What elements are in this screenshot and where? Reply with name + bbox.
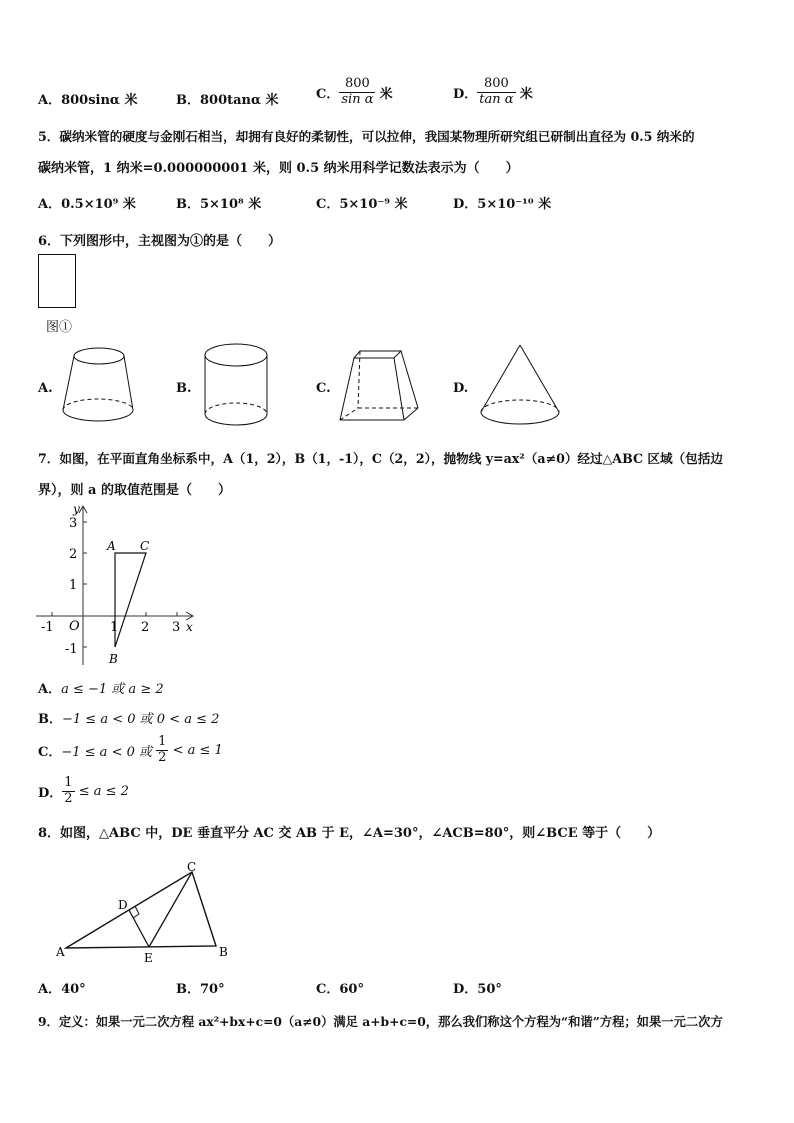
x-tick-label: -1: [41, 620, 54, 635]
q5-option-a: A．0.5×10⁹ 米: [38, 197, 136, 212]
q5-stem-line1: 5．碳纳米管的硬度与金刚石相当，却拥有良好的柔韧性，可以拉伸，我国某物理所研究组已研制出直径为 0.5 纳米的: [38, 129, 695, 144]
q7-option-a-label: A．: [38, 682, 62, 697]
q6-option-b-cylinder-figure: [202, 342, 272, 430]
segment-ce: [149, 872, 192, 947]
q7-stem-line2: 界），则 a 的取值范围是（ ）: [38, 483, 231, 498]
q8-option-c: C．60°: [316, 982, 364, 997]
q5-option-d: D．5×10⁻¹⁰ 米: [453, 197, 552, 212]
q7-option-c-post: < a ≤ 1: [172, 742, 223, 758]
q7-option-d-post: ≤ a ≤ 2: [78, 783, 129, 799]
q7-option-d-den: 2: [64, 790, 73, 806]
q6-option-a-label: A.: [38, 381, 53, 396]
q4-option-c-unit: 米: [379, 86, 393, 102]
q7-option-c: [38, 735, 223, 766]
point-a-label: A: [107, 539, 116, 553]
vertex-b-label: B: [219, 945, 228, 959]
x-tick-label: 3: [172, 620, 181, 635]
q7-option-a: [38, 678, 164, 697]
q5-stem-line2: 碳纳米管，1 纳米=0.000000001 米，则 0.5 纳米用科学记数法表示为（ ）: [38, 161, 519, 176]
triangle-abc: [66, 872, 216, 948]
x-axis-label: x: [186, 620, 193, 634]
point-e-label: E: [144, 951, 153, 965]
q4-option-d-unit: 米: [519, 86, 533, 102]
q6-option-c-prism-frustum-figure: [336, 346, 422, 426]
q7-option-c-pre: −1 ≤ a < 0 或: [61, 744, 152, 760]
q7-option-d-num: 1: [64, 775, 73, 790]
q9-stem-line1: 9．定义：如果一元二次方程 ax²+bx+c=0（a≠0）满足 a+b+c=0，那么我们称这个方程为“和谐”方程；如果一元二次方: [38, 1014, 723, 1029]
q7-option-c-label: C．: [38, 744, 62, 760]
q4-option-b: B．800tanα 米: [176, 93, 279, 108]
q4-option-c: [316, 77, 393, 108]
y-axis-label: y: [73, 502, 80, 516]
q4-option-d-label: D．: [453, 86, 478, 102]
point-b-label: B: [109, 652, 118, 666]
q5-option-c: C．5×10⁻⁹ 米: [316, 197, 408, 212]
q7-option-c-den: 2: [158, 749, 167, 765]
q8-option-d: D．50°: [453, 982, 502, 997]
q8-stem: 8．如图，△ABC 中，DE 垂直平分 AC 交 AB 于 E，∠A=30°，∠ACB=80°，则∠BCE 等于（ ）: [38, 826, 661, 841]
y-tick-label: 3: [69, 516, 78, 531]
q6-figure-front-view: [38, 254, 76, 308]
vertex-a-label: A: [56, 945, 65, 959]
q7-option-c-num: 1: [158, 734, 167, 749]
q4-option-a: A．800sinα 米: [38, 93, 138, 108]
point-d-label: D: [118, 898, 128, 912]
x-tick-label: 2: [141, 620, 150, 635]
q8-option-b: B．70°: [176, 982, 225, 997]
origin-label: O: [69, 619, 80, 634]
q4-option-c-label: C．: [316, 86, 340, 102]
y-tick-label: 1: [69, 578, 78, 593]
q4-option-d-num: 800: [477, 77, 515, 93]
q7-stem-line1: 7．如图，在平面直角坐标系中，A（1，2），B（1，-1），C（2，2），抛物线 y=ax²（a≠0）经过△ABC 区域（包括边: [38, 451, 723, 466]
q7-option-b: [38, 708, 219, 727]
q6-stem: 6．下列图形中，主视图为①的是（ ）: [38, 234, 282, 249]
q7-option-d-label: D．: [38, 785, 63, 801]
x-tick-label: 1: [110, 620, 119, 635]
q7-option-d: [38, 776, 129, 807]
q6-option-b-label: B.: [176, 381, 192, 396]
q8-option-a: A．40°: [38, 982, 86, 997]
q7-coordinate-graph: [36, 500, 196, 670]
q6-figure-caption: 图①: [46, 320, 73, 335]
q4-option-c-den: sin α: [341, 91, 374, 107]
q7-option-b-label: B．: [38, 712, 62, 727]
q5-option-b: B．5×10⁸ 米: [176, 197, 262, 212]
y-tick-label: -1: [65, 642, 78, 657]
q7-option-b-text: −1 ≤ a < 0 或 0 < a ≤ 2: [62, 712, 220, 727]
point-c-label: C: [140, 539, 150, 553]
q4-option-c-num: 800: [339, 77, 375, 93]
y-tick-label: 2: [69, 547, 78, 562]
q4-option-d-den: tan α: [479, 91, 514, 107]
q6-option-d-cone-figure: [478, 342, 562, 428]
q6-option-c-label: C.: [316, 381, 331, 396]
q4-option-d: [453, 77, 533, 108]
q8-triangle-figure: [56, 858, 236, 966]
segment-de: [129, 910, 149, 947]
q6-option-a-frustum-figure: [60, 346, 138, 426]
vertex-c-label: C: [187, 860, 197, 874]
q7-option-a-text: a ≤ −1 或 a ≥ 2: [61, 682, 164, 697]
q6-option-d-label: D.: [453, 381, 469, 396]
